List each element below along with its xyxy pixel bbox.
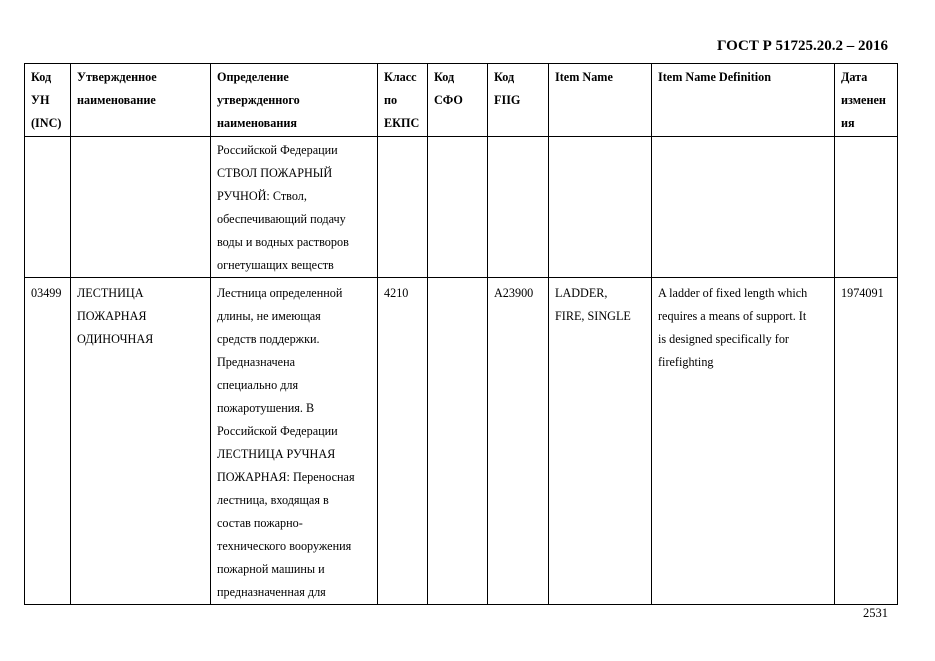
cell-change-date: 1974091 xyxy=(835,278,898,605)
cell-sfo-code xyxy=(428,278,488,605)
cell-inc: 03499 xyxy=(25,278,71,605)
table-header-row xyxy=(25,64,898,137)
cell-item-name-definition: A ladder of fixed length which requires a means of support. It is designed specifically for firefighting xyxy=(652,278,835,605)
table-row xyxy=(25,137,898,278)
cell-item-name: LADDER, FIRE, SINGLE xyxy=(549,278,652,605)
cell-fiig-code: A23900 xyxy=(488,278,549,605)
cell-change-date xyxy=(835,137,898,278)
cell-approved-name: ЛЕСТНИЦА ПОЖАРНАЯ ОДИНОЧНАЯ xyxy=(71,278,211,605)
header-fiig-code: Код FIIG xyxy=(488,64,549,137)
cell-approved-name xyxy=(71,137,211,278)
cell-item-name xyxy=(549,137,652,278)
table-row xyxy=(25,278,898,605)
header-ekps-class: Класс по ЕКПС xyxy=(378,64,428,137)
cell-sfo-code xyxy=(428,137,488,278)
header-definition: Определение утвержденного наименования xyxy=(211,64,378,137)
catalog-table xyxy=(24,63,898,605)
cell-fiig-code xyxy=(488,137,549,278)
header-inc: Код УН (INC) xyxy=(25,64,71,137)
cell-inc xyxy=(25,137,71,278)
header-item-name: Item Name xyxy=(549,64,652,137)
cell-definition: Лестница определенной длины, не имеющая средств поддержки. Предназначена специально для пожаротушения. В Российской Федерации ЛЕСТНИЦА РУЧНАЯ ПОЖАРНАЯ: Переносная лестница, входящая в состав пожарно- технического вооружения пожарной машины и предназначенная для xyxy=(211,278,378,605)
cell-item-name-definition xyxy=(652,137,835,278)
cell-ekps-class xyxy=(378,137,428,278)
page-number: 2531 xyxy=(863,606,888,620)
header-item-name-definition: Item Name Definition xyxy=(652,64,835,137)
header-sfo-code: Код СФО xyxy=(428,64,488,137)
document-standard-header: ГОСТ Р 51725.20.2 – 2016 xyxy=(716,38,888,54)
cell-definition: Российской Федерации СТВОЛ ПОЖАРНЫЙ РУЧНОЙ: Ствол, обеспечивающий подачу воды и водных растворов огнетушащих веществ xyxy=(211,137,378,278)
header-approved-name: Утвержденное наименование xyxy=(71,64,211,137)
cell-ekps-class: 4210 xyxy=(378,278,428,605)
header-change-date: Дата изменен ия xyxy=(835,64,898,137)
